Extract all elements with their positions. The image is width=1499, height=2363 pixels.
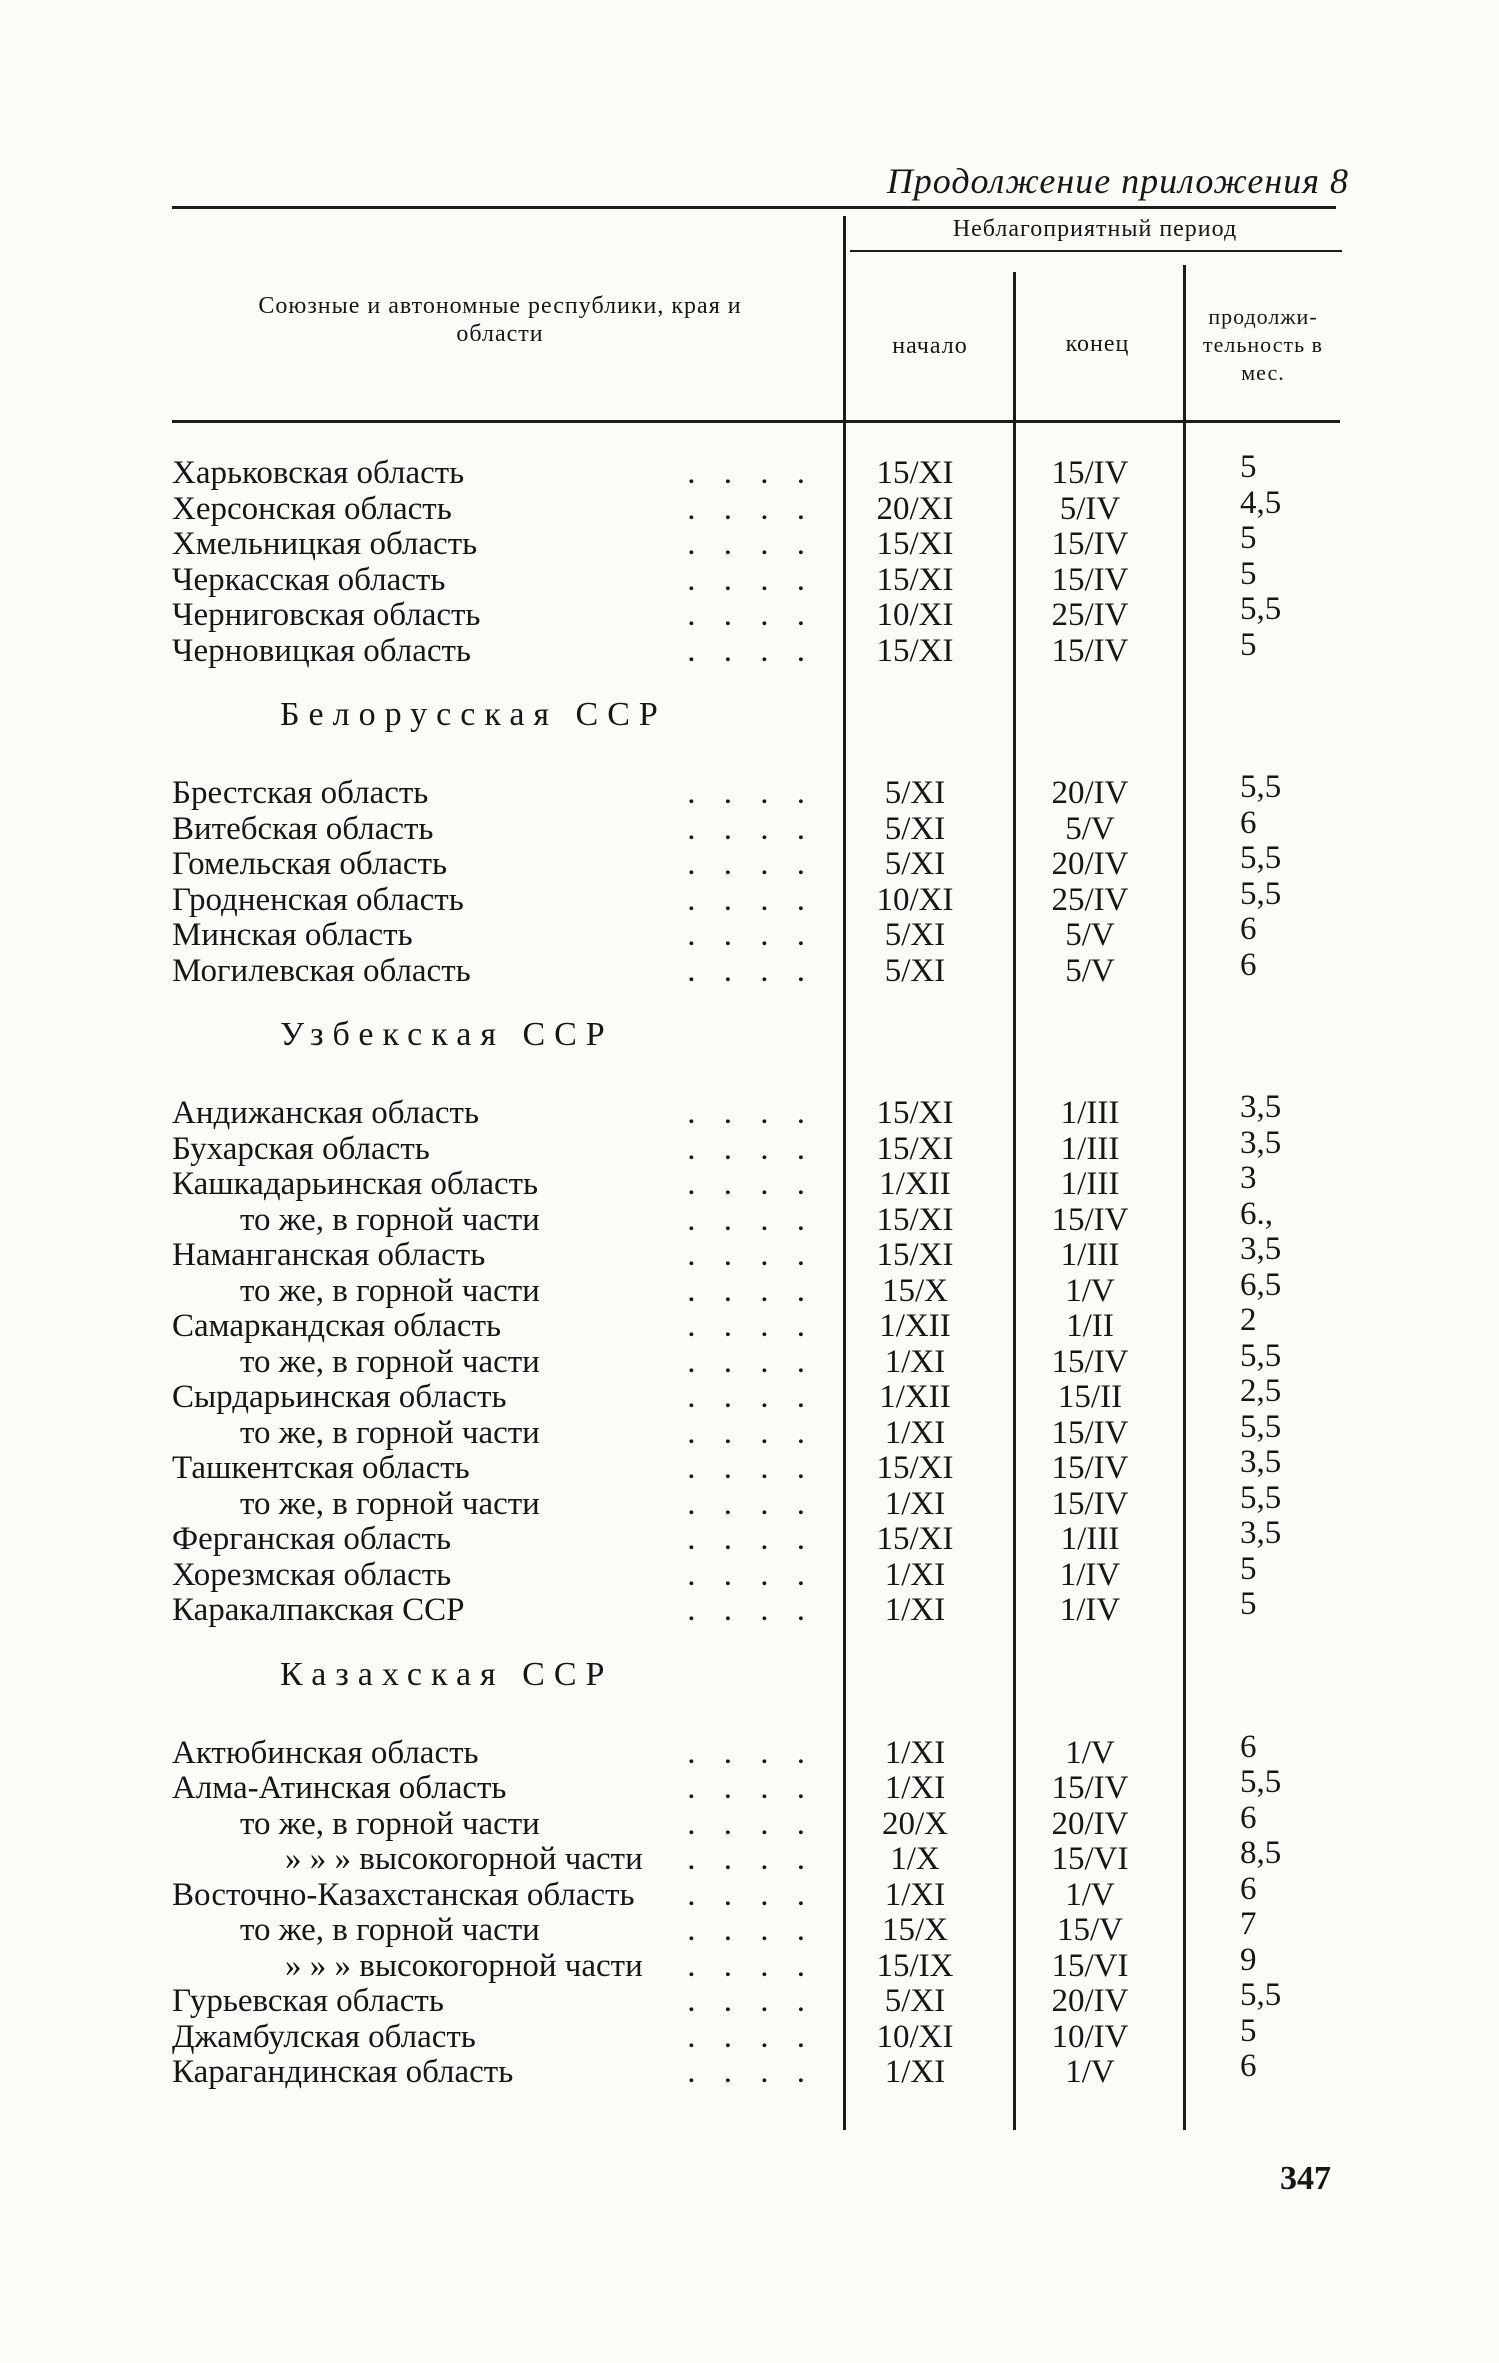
leader-dots: . . . . — [687, 2018, 815, 2055]
start-date: 1/XII — [879, 1379, 951, 1415]
region-name: Сырдарьинская область — [172, 1379, 507, 1415]
region-name: Гродненская область — [172, 881, 464, 918]
duration-months: 6 — [1240, 1870, 1257, 1907]
start-date: 5/XI — [884, 917, 946, 953]
section-heading — [0, 668, 1499, 775]
leader-dots: . . . . — [687, 1841, 815, 1877]
header-end: конец — [1065, 331, 1130, 357]
header-start: начало — [892, 333, 968, 359]
region-name: то же, в горной части — [240, 1485, 540, 1522]
end-date: 1/III — [1060, 1130, 1120, 1167]
end-date: 5/IV — [1059, 490, 1121, 527]
duration-months: 5,5 — [1240, 769, 1282, 805]
start-date: 20/X — [882, 1805, 948, 1842]
table-row — [0, 1160, 1499, 1202]
start-date: 15/XI — [876, 1095, 954, 1131]
end-date: 15/V — [1057, 1912, 1123, 1948]
duration-months: 5 — [1240, 626, 1257, 663]
duration-months: 3,5 — [1240, 1231, 1282, 1267]
end-date: 15/IV — [1051, 1343, 1129, 1380]
start-date: 1/XI — [884, 1414, 946, 1451]
start-date: 15/X — [882, 1912, 948, 1948]
leader-dots: . . . . — [687, 1130, 815, 1167]
duration-months: 8,5 — [1240, 1835, 1282, 1871]
leader-dots: . . . . — [687, 455, 815, 491]
end-date: 5/V — [1065, 952, 1115, 989]
start-date: 15/XI — [876, 1450, 954, 1486]
region-name: Ферганская область — [172, 1521, 452, 1557]
leader-dots: . . . . — [687, 1734, 815, 1771]
start-date: 15/X — [882, 1272, 948, 1309]
end-date: 25/IV — [1051, 597, 1129, 633]
end-date: 1/III — [1060, 1095, 1120, 1131]
leader-dots: . . . . — [687, 1343, 815, 1380]
start-date: 10/XI — [876, 597, 954, 633]
duration-months: 6 — [1240, 946, 1257, 983]
table-row — [0, 520, 1499, 562]
leader-dots: . . . . — [687, 881, 815, 918]
region-name: Андижанская область — [172, 1095, 480, 1131]
region-name: то же, в горной части — [240, 1272, 540, 1309]
leader-dots: . . . . — [687, 1450, 815, 1486]
leader-dots: . . . . — [687, 632, 815, 669]
duration-months: 6 — [1240, 1799, 1257, 1836]
start-date: 1/XI — [884, 1734, 946, 1771]
region-name: Черновицкая область — [172, 632, 471, 669]
region-name: Карагандинская область — [172, 2054, 514, 2090]
page-header: Продолжение приложения 8 — [886, 161, 1349, 201]
end-date: 1/III — [1060, 1166, 1120, 1202]
end-date: 1/III — [1060, 1521, 1120, 1557]
duration-months: 5,5 — [1240, 840, 1282, 876]
start-date: 15/IX — [876, 1947, 954, 1984]
leader-dots: . . . . — [687, 597, 815, 633]
start-date: 1/XI — [884, 1592, 946, 1628]
header-region-column: Союзные и автономные республики, края и области — [258, 293, 742, 347]
end-date: 15/IV — [1051, 1414, 1129, 1451]
end-date: 1/III — [1060, 1237, 1120, 1273]
duration-months: 6,5 — [1240, 1266, 1282, 1303]
region-name: Минская область — [172, 917, 413, 953]
leader-dots: . . . . — [687, 1485, 815, 1522]
region-name: Черкасская область — [172, 561, 446, 598]
start-date: 1/XI — [884, 2054, 946, 2090]
leader-dots: . . . . — [687, 1379, 815, 1415]
start-date: 1/XI — [884, 1343, 946, 1380]
start-date: 5/XI — [884, 810, 946, 847]
duration-months: 7 — [1240, 1906, 1257, 1942]
end-date: 15/IV — [1051, 455, 1129, 491]
leader-dots: . . . . — [687, 917, 815, 953]
end-date: 10/IV — [1051, 2018, 1129, 2055]
region-name: то же, в горной части — [240, 1414, 540, 1451]
leader-dots: . . . . — [687, 1521, 815, 1557]
duration-months: 2 — [1240, 1302, 1257, 1338]
start-date: 5/XI — [884, 775, 946, 811]
region-name: Брестская область — [172, 775, 429, 811]
region-name: Джамбулская область — [172, 2018, 476, 2055]
end-date: 15/IV — [1051, 632, 1129, 669]
duration-months: 5 — [1240, 1550, 1257, 1587]
region-name: Могилевская область — [172, 952, 471, 989]
leader-dots: . . . . — [687, 1237, 815, 1273]
end-date: 1/V — [1065, 1734, 1115, 1771]
region-name: Самаркандская область — [172, 1308, 502, 1344]
end-date: 1/V — [1065, 2054, 1115, 2090]
section-heading — [0, 988, 1499, 1095]
end-date: 1/II — [1066, 1308, 1114, 1344]
region-name: Бухарская область — [172, 1130, 430, 1167]
leader-dots: . . . . — [687, 1201, 815, 1238]
leader-dots: . . . . — [687, 1414, 815, 1451]
end-date: 15/IV — [1051, 561, 1129, 598]
duration-months: 3 — [1240, 1160, 1257, 1196]
end-date: 15/IV — [1051, 1485, 1129, 1522]
table-row — [0, 1550, 1499, 1593]
table-row — [0, 1266, 1499, 1309]
start-date: 1/XII — [879, 1166, 951, 1202]
region-name: Витебская область — [172, 810, 434, 847]
start-date: 15/XI — [876, 1521, 954, 1557]
table-row — [0, 911, 1499, 953]
duration-months: 5,5 — [1240, 591, 1282, 627]
start-date: 1/XI — [884, 1556, 946, 1593]
end-date: 15/IV — [1051, 1450, 1129, 1486]
page-number: 347 — [1280, 2160, 1331, 2197]
duration-months: 3,5 — [1240, 1124, 1282, 1161]
region-name: то же, в горной части — [240, 1912, 540, 1948]
leader-dots: . . . . — [687, 775, 815, 811]
duration-months: 3,5 — [1240, 1444, 1282, 1480]
region-name: то же, в горной части — [240, 1343, 540, 1380]
leader-dots: . . . . — [687, 1166, 815, 1202]
section-title: Узбекская ССР — [280, 1016, 614, 1053]
end-date: 25/IV — [1051, 881, 1129, 918]
end-date: 15/IV — [1051, 1201, 1129, 1238]
leader-dots: . . . . — [687, 2054, 815, 2090]
table-top-rule — [172, 206, 1336, 209]
end-date: 15/VI — [1051, 1841, 1129, 1877]
end-date: 20/IV — [1051, 846, 1129, 882]
end-date: 5/V — [1065, 810, 1115, 847]
duration-months: 6 — [1240, 911, 1257, 947]
duration-months: 3,5 — [1240, 1089, 1282, 1125]
start-date: 1/XI — [884, 1770, 946, 1806]
end-date: 1/V — [1065, 1272, 1115, 1309]
leader-dots: . . . . — [687, 952, 815, 989]
leader-dots: . . . . — [687, 1947, 815, 1984]
leader-dots: . . . . — [687, 1095, 815, 1131]
region-name: Черниговская область — [172, 597, 481, 633]
end-date: 1/IV — [1059, 1556, 1121, 1593]
header-duration: продолжи-тельность в мес. — [1202, 304, 1323, 385]
duration-months: 5 — [1240, 449, 1257, 485]
region-name: Ташкентская область — [172, 1450, 470, 1486]
duration-months: 5,5 — [1240, 1764, 1282, 1800]
table-row — [0, 946, 1499, 989]
end-date: 20/IV — [1051, 1983, 1129, 2019]
start-date: 15/XI — [876, 561, 954, 598]
table-row — [0, 1764, 1499, 1806]
leader-dots: . . . . — [687, 846, 815, 882]
leader-dots: . . . . — [687, 1556, 815, 1593]
duration-months: 5 — [1240, 1586, 1257, 1622]
leader-dots: . . . . — [687, 526, 815, 562]
table-row — [0, 484, 1499, 527]
start-date: 10/XI — [876, 2018, 954, 2055]
period-group-rule — [850, 250, 1342, 252]
leader-dots: . . . . — [687, 1983, 815, 2019]
start-date: 5/XI — [884, 1983, 946, 2019]
region-name: то же, в горной части — [240, 1805, 540, 1842]
table-row — [0, 1515, 1499, 1557]
leader-dots: . . . . — [687, 1912, 815, 1948]
region-name: Херсонская область — [172, 490, 452, 527]
table-row — [0, 1870, 1499, 1913]
duration-months: 5 — [1240, 2012, 1257, 2049]
region-name: Актюбинская область — [172, 1734, 479, 1771]
start-date: 15/XI — [876, 455, 954, 491]
start-date: 5/XI — [884, 952, 946, 989]
table-row — [0, 769, 1499, 811]
start-date: 1/X — [890, 1841, 940, 1877]
start-date: 1/XII — [879, 1308, 951, 1344]
start-date: 5/XI — [884, 846, 946, 882]
duration-months: 3,5 — [1240, 1515, 1282, 1551]
duration-months: 6 — [1240, 2048, 1257, 2084]
region-name: » » » высокогорной части — [285, 1841, 643, 1877]
duration-months: 6 — [1240, 804, 1257, 841]
start-date: 15/XI — [876, 1130, 954, 1167]
duration-months: 6., — [1240, 1195, 1273, 1232]
region-name: Каракалпакская ССР — [172, 1592, 465, 1628]
region-name: Хорезмская область — [172, 1556, 452, 1593]
leader-dots: . . . . — [687, 561, 815, 598]
start-date: 15/XI — [876, 1237, 954, 1273]
leader-dots: . . . . — [687, 1592, 815, 1628]
start-date: 20/XI — [876, 490, 954, 527]
duration-months: 2,5 — [1240, 1373, 1282, 1409]
leader-dots: . . . . — [687, 1272, 815, 1309]
leader-dots: . . . . — [687, 1308, 815, 1344]
table-row — [0, 1906, 1499, 1948]
duration-months: 5 — [1240, 555, 1257, 592]
region-name: Гомельская область — [172, 846, 448, 882]
start-date: 15/XI — [876, 526, 954, 562]
start-date: 10/XI — [876, 881, 954, 918]
region-name: Харьковская область — [172, 455, 465, 491]
duration-months: 5,5 — [1240, 875, 1282, 912]
region-name: Наманганская область — [172, 1237, 486, 1273]
leader-dots: . . . . — [687, 1770, 815, 1806]
region-name: » » » высокогорной части — [285, 1947, 643, 1984]
leader-dots: . . . . — [687, 810, 815, 847]
end-date: 1/V — [1065, 1876, 1115, 1913]
table-row — [0, 1586, 1499, 1628]
leader-dots: . . . . — [687, 1805, 815, 1842]
end-date: 20/IV — [1051, 1805, 1129, 1842]
leader-dots: . . . . — [687, 490, 815, 527]
region-name: то же, в горной части — [240, 1201, 540, 1238]
table-row — [0, 626, 1499, 669]
duration-months: 5,5 — [1240, 1337, 1282, 1374]
section-title: Казахская ССР — [280, 1655, 614, 1693]
section-heading — [0, 1628, 1499, 1735]
region-name: Гурьевская область — [172, 1983, 444, 2019]
region-name: Восточно-Казахстанская область — [172, 1876, 635, 1913]
end-date: 15/IV — [1051, 526, 1129, 562]
duration-months: 6 — [1240, 1728, 1257, 1765]
start-date: 1/XI — [884, 1876, 946, 1913]
table-row — [0, 591, 1499, 633]
table-row — [0, 2048, 1499, 2090]
start-date: 15/XI — [876, 632, 954, 669]
table-row — [0, 1835, 1499, 1877]
end-date: 1/IV — [1059, 1592, 1121, 1628]
duration-months: 9 — [1240, 1941, 1257, 1978]
duration-months: 5 — [1240, 520, 1257, 556]
duration-months: 5,5 — [1240, 1479, 1282, 1516]
header-period-group: Неблагоприятный период — [952, 216, 1238, 242]
header-bottom-rule — [172, 420, 1340, 423]
table-row — [0, 1977, 1499, 2019]
duration-months: 4,5 — [1240, 484, 1282, 521]
table-body — [0, 449, 1499, 2090]
region-name: Алма-Атинская область — [172, 1770, 507, 1806]
region-name: Кашкадарьинская область — [172, 1166, 539, 1202]
duration-months: 5,5 — [1240, 1977, 1282, 2013]
end-date: 15/IV — [1051, 1770, 1129, 1806]
duration-months: 5,5 — [1240, 1408, 1282, 1445]
end-date: 5/V — [1065, 917, 1115, 953]
leader-dots: . . . . — [687, 1876, 815, 1913]
start-date: 1/XI — [884, 1485, 946, 1522]
end-date: 15/II — [1057, 1379, 1123, 1415]
region-name: Хмельницкая область — [172, 526, 478, 562]
table-row — [0, 2012, 1499, 2055]
end-date: 15/VI — [1051, 1947, 1129, 1984]
table-row — [0, 875, 1499, 918]
end-date: 20/IV — [1051, 775, 1129, 811]
start-date: 15/XI — [876, 1201, 954, 1238]
table-row — [0, 1124, 1499, 1167]
section-title: Белорусская ССР — [280, 696, 667, 733]
